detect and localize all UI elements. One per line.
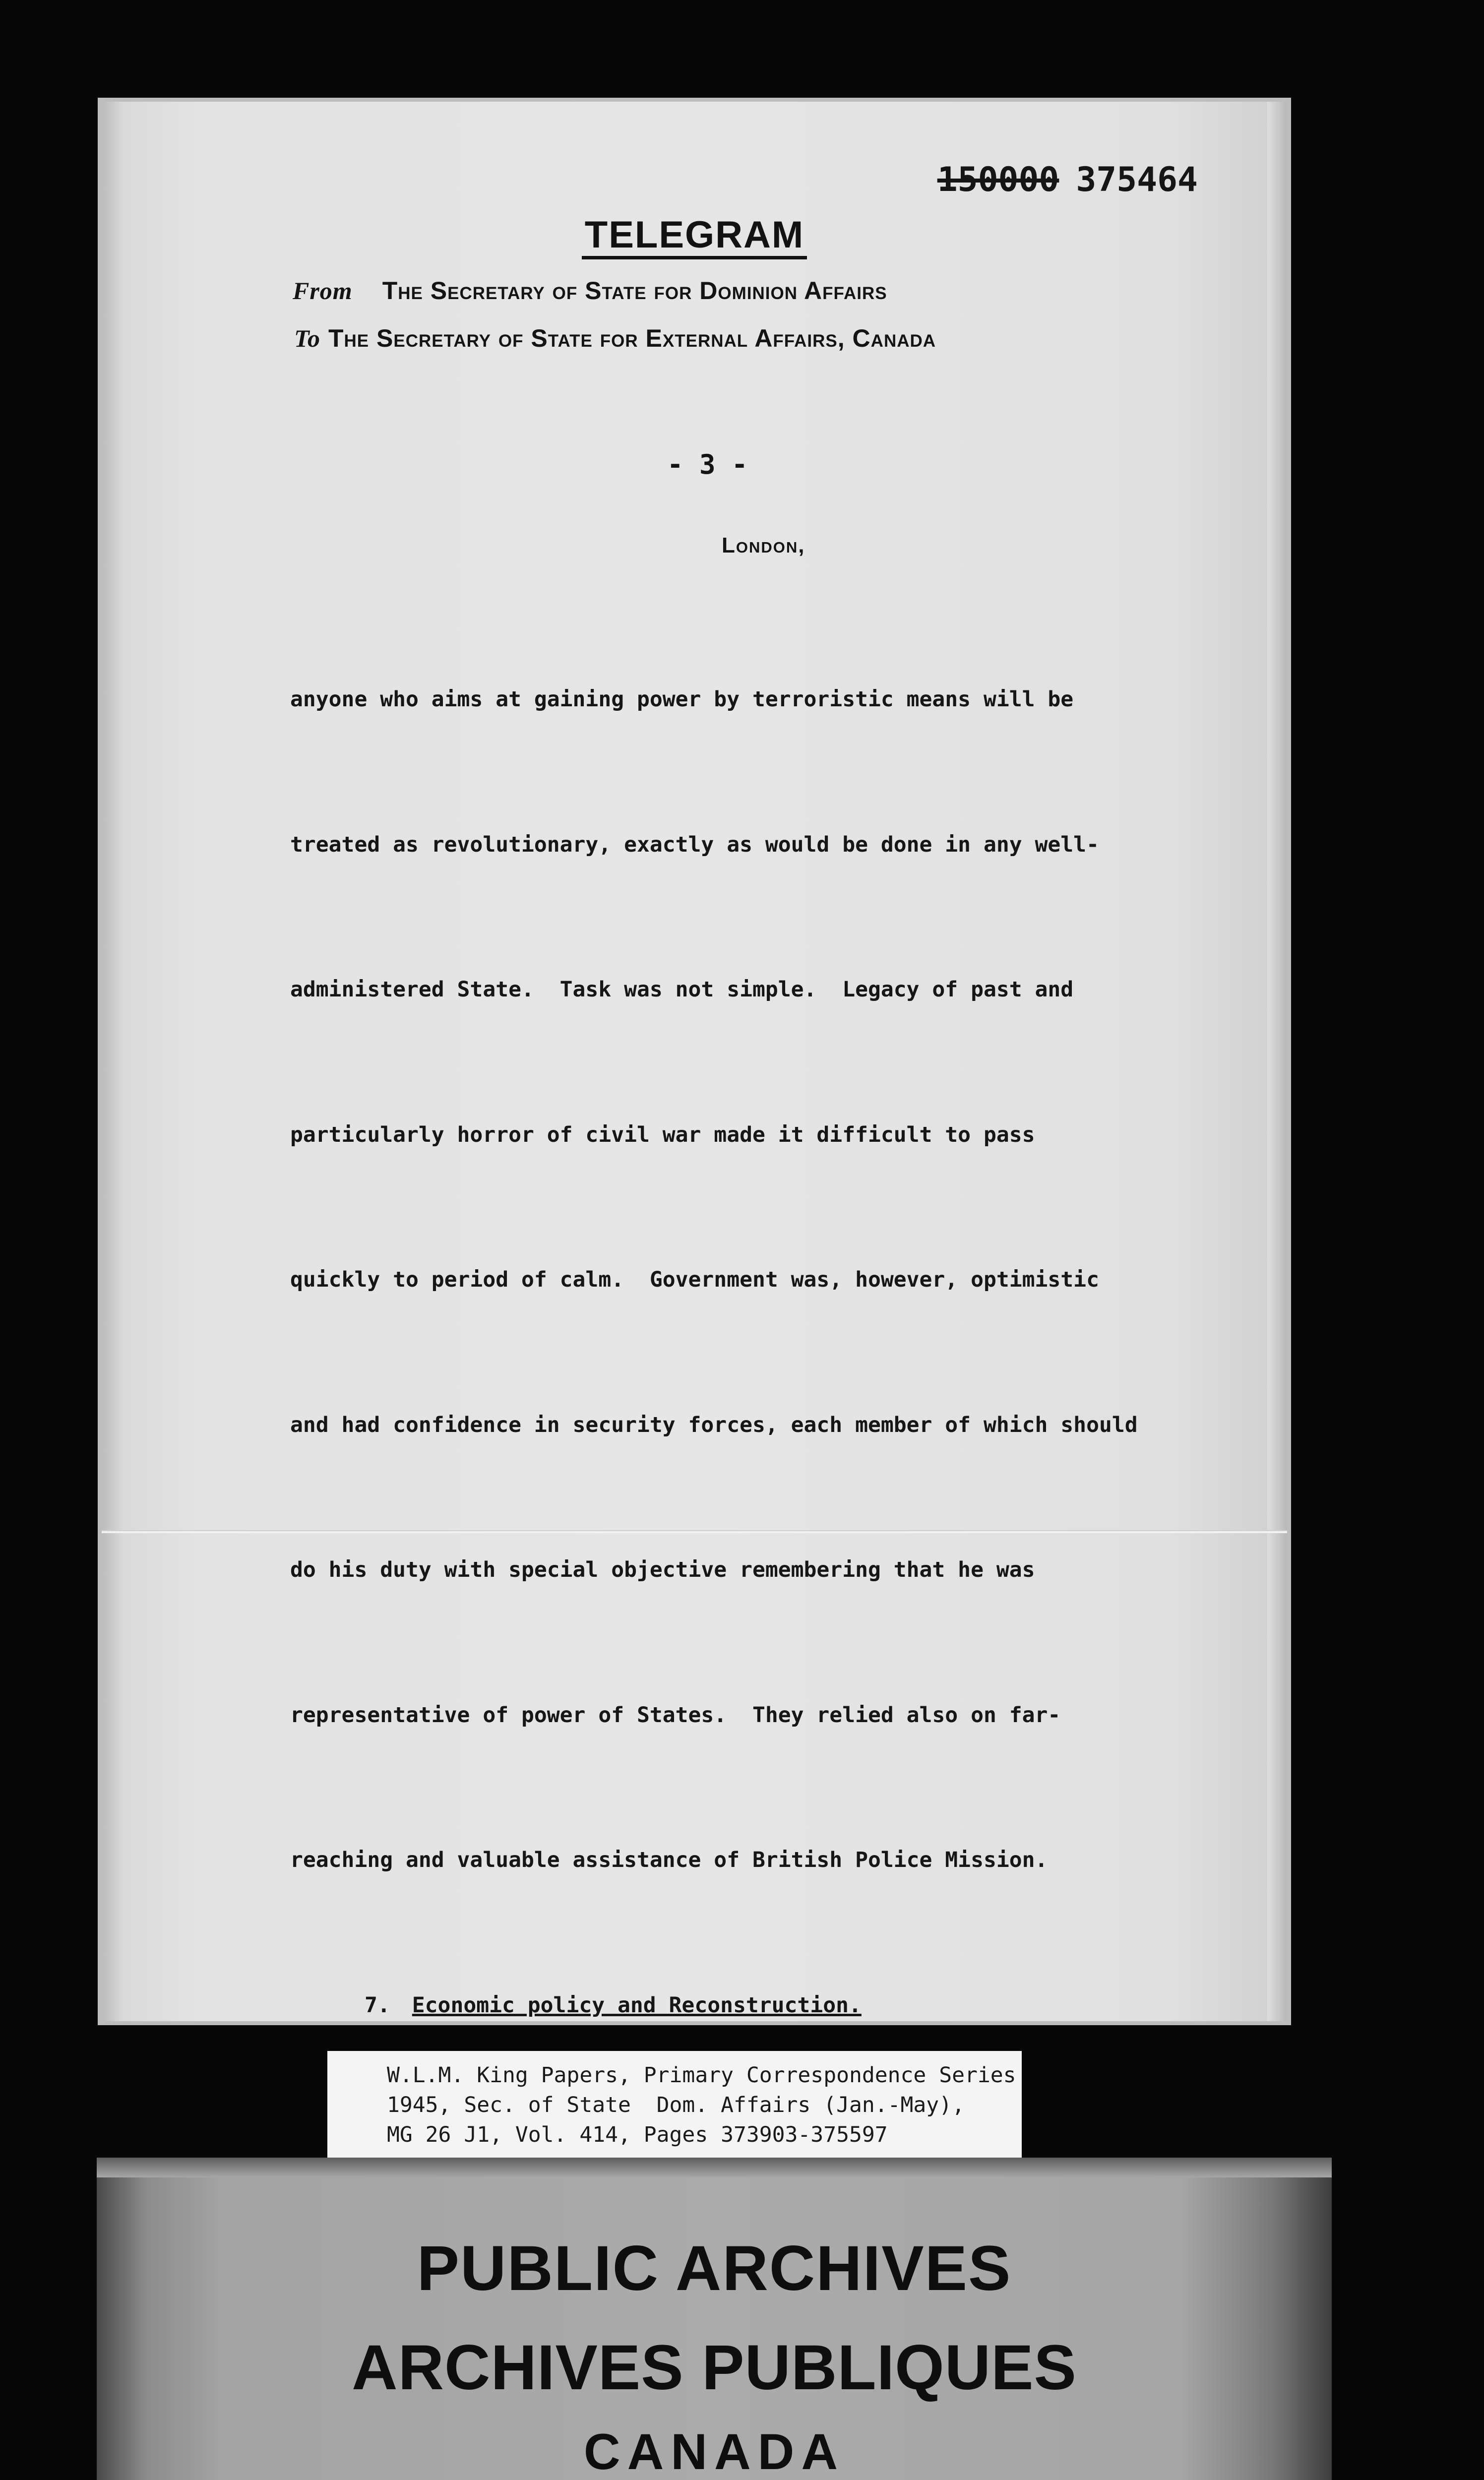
telegram-title bbox=[102, 213, 1287, 256]
body-line: representative of power of States. They relied also on far- bbox=[290, 1702, 1061, 1728]
section-heading: Economic policy and Reconstruction. bbox=[412, 1992, 862, 2018]
section-heading-line bbox=[290, 1982, 1272, 2022]
section-number: 7. bbox=[365, 1992, 390, 2018]
body-line: treated as revolutionary, exactly as would be done in any well- bbox=[290, 832, 1099, 857]
current-document-number: 375464 bbox=[1076, 160, 1198, 199]
sheet-left-edge bbox=[102, 102, 124, 2021]
document-number bbox=[937, 160, 1198, 199]
to-line bbox=[294, 324, 936, 353]
from-text: The Secretary of State for Dominion Affairs bbox=[382, 277, 887, 305]
body-line: administered State. Task was not simple. Legacy of past and bbox=[290, 977, 1074, 1002]
place-of-origin: London, bbox=[722, 533, 805, 558]
body-line: do his duty with special objective remembering that he was bbox=[290, 1557, 1035, 1582]
archive-label-line: W.L.M. King Papers, Primary Correspondence Series bbox=[387, 2063, 1016, 2088]
archive-label-line: MG 26 J1, Vol. 414, Pages 373903-375597 bbox=[387, 2122, 888, 2147]
struck-document-number: 150000 bbox=[937, 160, 1059, 199]
body-line: quickly to period of calm. Government was, however, optimistic bbox=[290, 1267, 1099, 1292]
page-number: - 3 - bbox=[667, 449, 748, 480]
public-archives-stamp bbox=[97, 2158, 1332, 2480]
archive-reference-label bbox=[327, 2051, 1022, 2166]
stamp-line-french: ARCHIVES PUBLIQUES bbox=[352, 2332, 1077, 2403]
to-label: To bbox=[294, 324, 320, 352]
stamp-top-edge bbox=[97, 2158, 1332, 2177]
to-text: The Secretary of State for External Affairs, Canada bbox=[328, 324, 936, 352]
stamp-line-english: PUBLIC ARCHIVES bbox=[417, 2233, 1012, 2304]
telegram-body bbox=[290, 579, 1272, 2021]
archive-label-line: 1945, Sec. of State Dom. Affairs (Jan.-May), bbox=[387, 2093, 965, 2117]
telegram-title-text: TELEGRAM bbox=[582, 214, 807, 259]
telegram-sheet bbox=[102, 102, 1287, 2021]
body-line: anyone who aims at gaining power by terroristic means will be bbox=[290, 687, 1074, 712]
body-line: and had confidence in security forces, each member of which should bbox=[290, 1412, 1138, 1437]
body-line: reaching and valuable assistance of British Police Mission. bbox=[290, 1848, 1048, 1872]
stamp-line-country: CANADA bbox=[584, 2423, 845, 2480]
from-line bbox=[293, 276, 887, 305]
body-line: particularly horror of civil war made it difficult to pass bbox=[290, 1122, 1035, 1147]
from-label: From bbox=[293, 277, 353, 305]
